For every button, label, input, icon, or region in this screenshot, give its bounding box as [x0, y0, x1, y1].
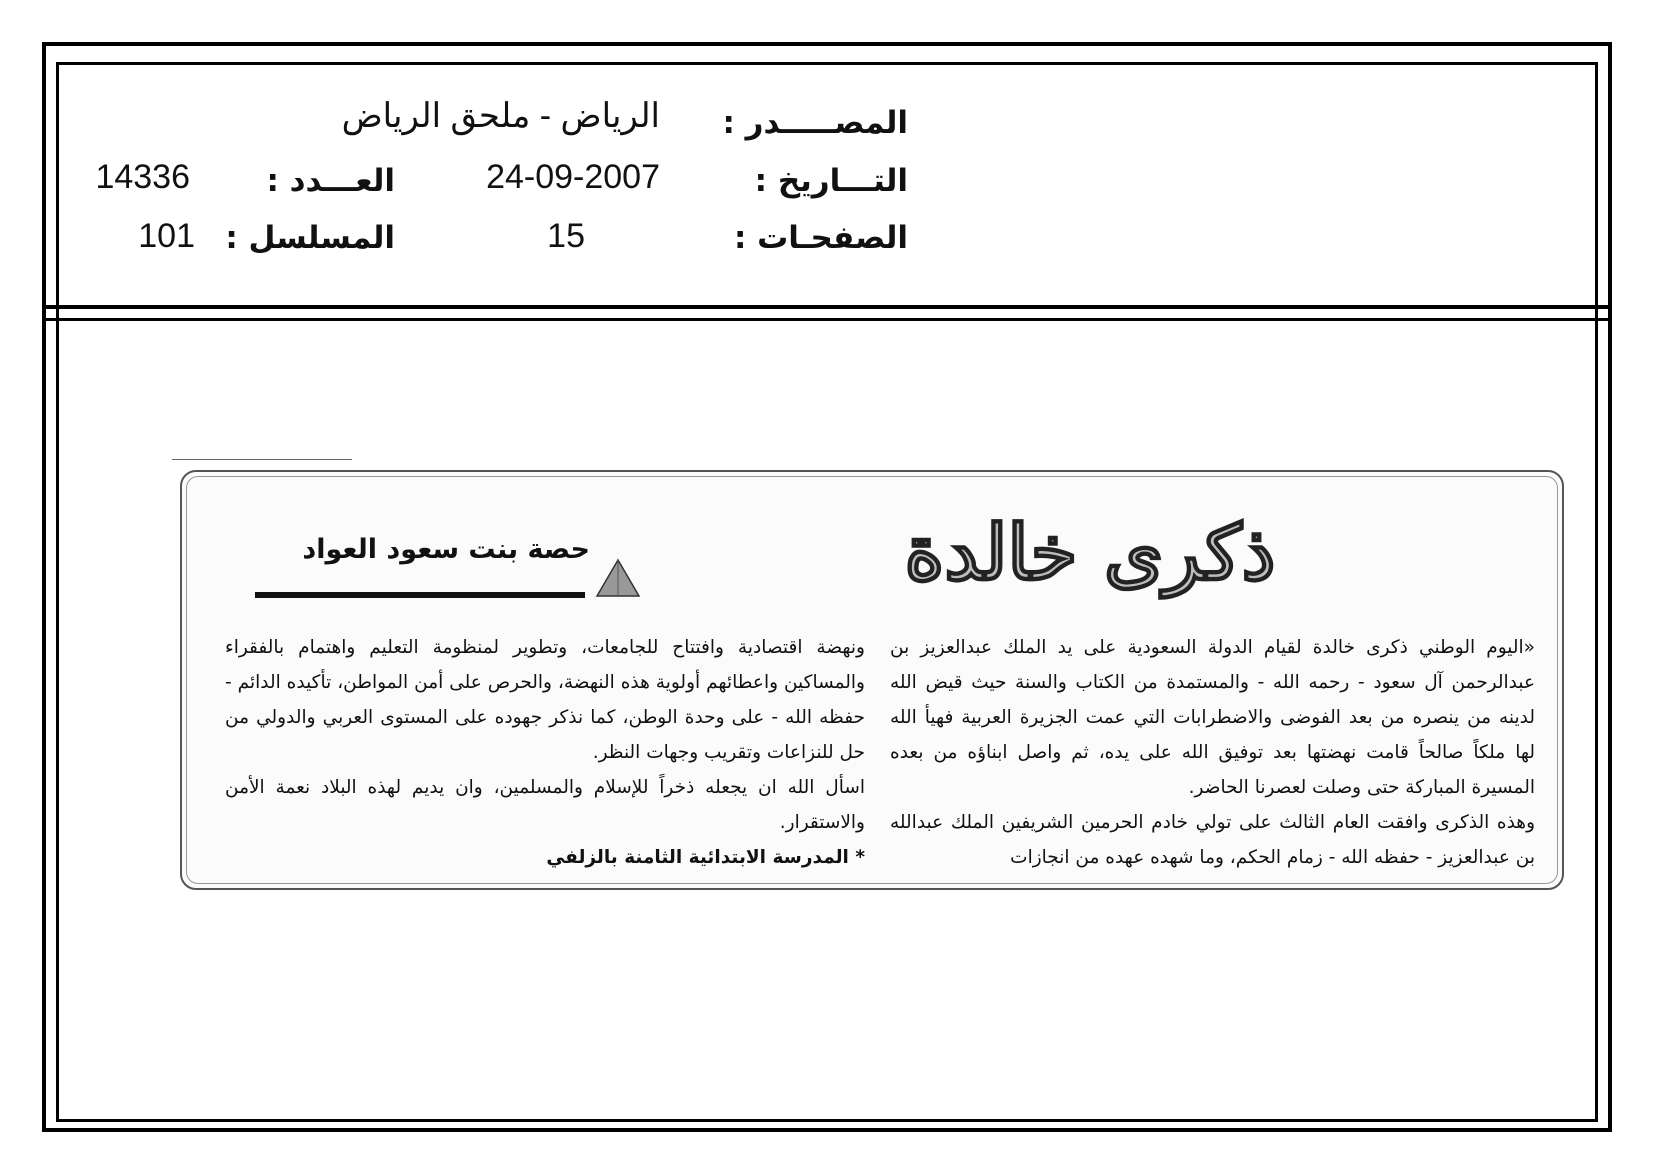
source-value: الرياض - ملحق الرياض [341, 97, 660, 135]
article-signature: * المدرسة الابتدائية الثامنة بالزلفي [546, 847, 865, 868]
article-paragraph: ونهضة اقتصادية وافتتاح للجامعات، وتطوير لمنظومة التعليم واهتمام بالفقراء والمساكين واعطائهم أولوية هذه النهضة، والحرص على أمن المواطن، تأكيده الدائم - حفظه الله - على وحدة الوطن، كما نذكر جهوده على المستوى العربي والدولي من حل للنزاعات وتقريب وجهات النظر. [225, 637, 865, 763]
issue-value: 14336 [95, 158, 190, 196]
article-paragraph: وهذه الذكرى وافقت العام الثالث على تولي خادم الحرمين الشريفين الملك عبدالله بن عبدالعزيز - حفظه الله - زمام الحكم، وما شهده عهده من انجازات [890, 812, 1535, 868]
pages-value: 15 [547, 217, 585, 255]
pages-label: الصفحـات : [733, 220, 908, 256]
serial-value: 101 [138, 217, 195, 255]
article-column-left [225, 630, 865, 875]
article-paragraph: «اليوم الوطني ذكرى خالدة لقيام الدولة السعودية على يد الملك عبدالعزيز بن عبدالرحمن آل سعود - رحمه الله - والمستمدة من الكتاب والسنة حيث قيض الله لدينه من ينصره من بعد الفوضى والاضطرابات التي عمت الجزيرة العربية فهيأ الله لها ملكاً صالحاً قامت نهضتها بعد توفيق الله على يده، ثم واصل ابناؤه من بعده المسيرة المباركة حتى وصلت لعصرنا الحاضر. [890, 637, 1535, 798]
author-marker-icon [595, 558, 641, 598]
article-column-right [890, 630, 1535, 875]
author-underline [255, 592, 585, 598]
article-paragraph: اسأل الله ان يجعله ذخراً للإسلام والمسلمين، وان يديم لهذه البلاد نعمة الأمن والاستقرار. [225, 777, 865, 833]
article-author: حصة بنت سعود العواد [302, 534, 590, 565]
source-label: المصـــــدر : [722, 105, 908, 141]
article-title: ذكرى خالدة [904, 508, 1276, 597]
date-label: التـــاريخ : [754, 163, 908, 199]
clipping-top-line [172, 459, 352, 460]
header-divider-bottom [42, 318, 1612, 321]
date-value: 24-09-2007 [486, 158, 660, 196]
header-divider-top [42, 305, 1612, 309]
serial-label: المسلسل : [225, 220, 395, 256]
issue-label: العـــدد : [266, 163, 395, 199]
